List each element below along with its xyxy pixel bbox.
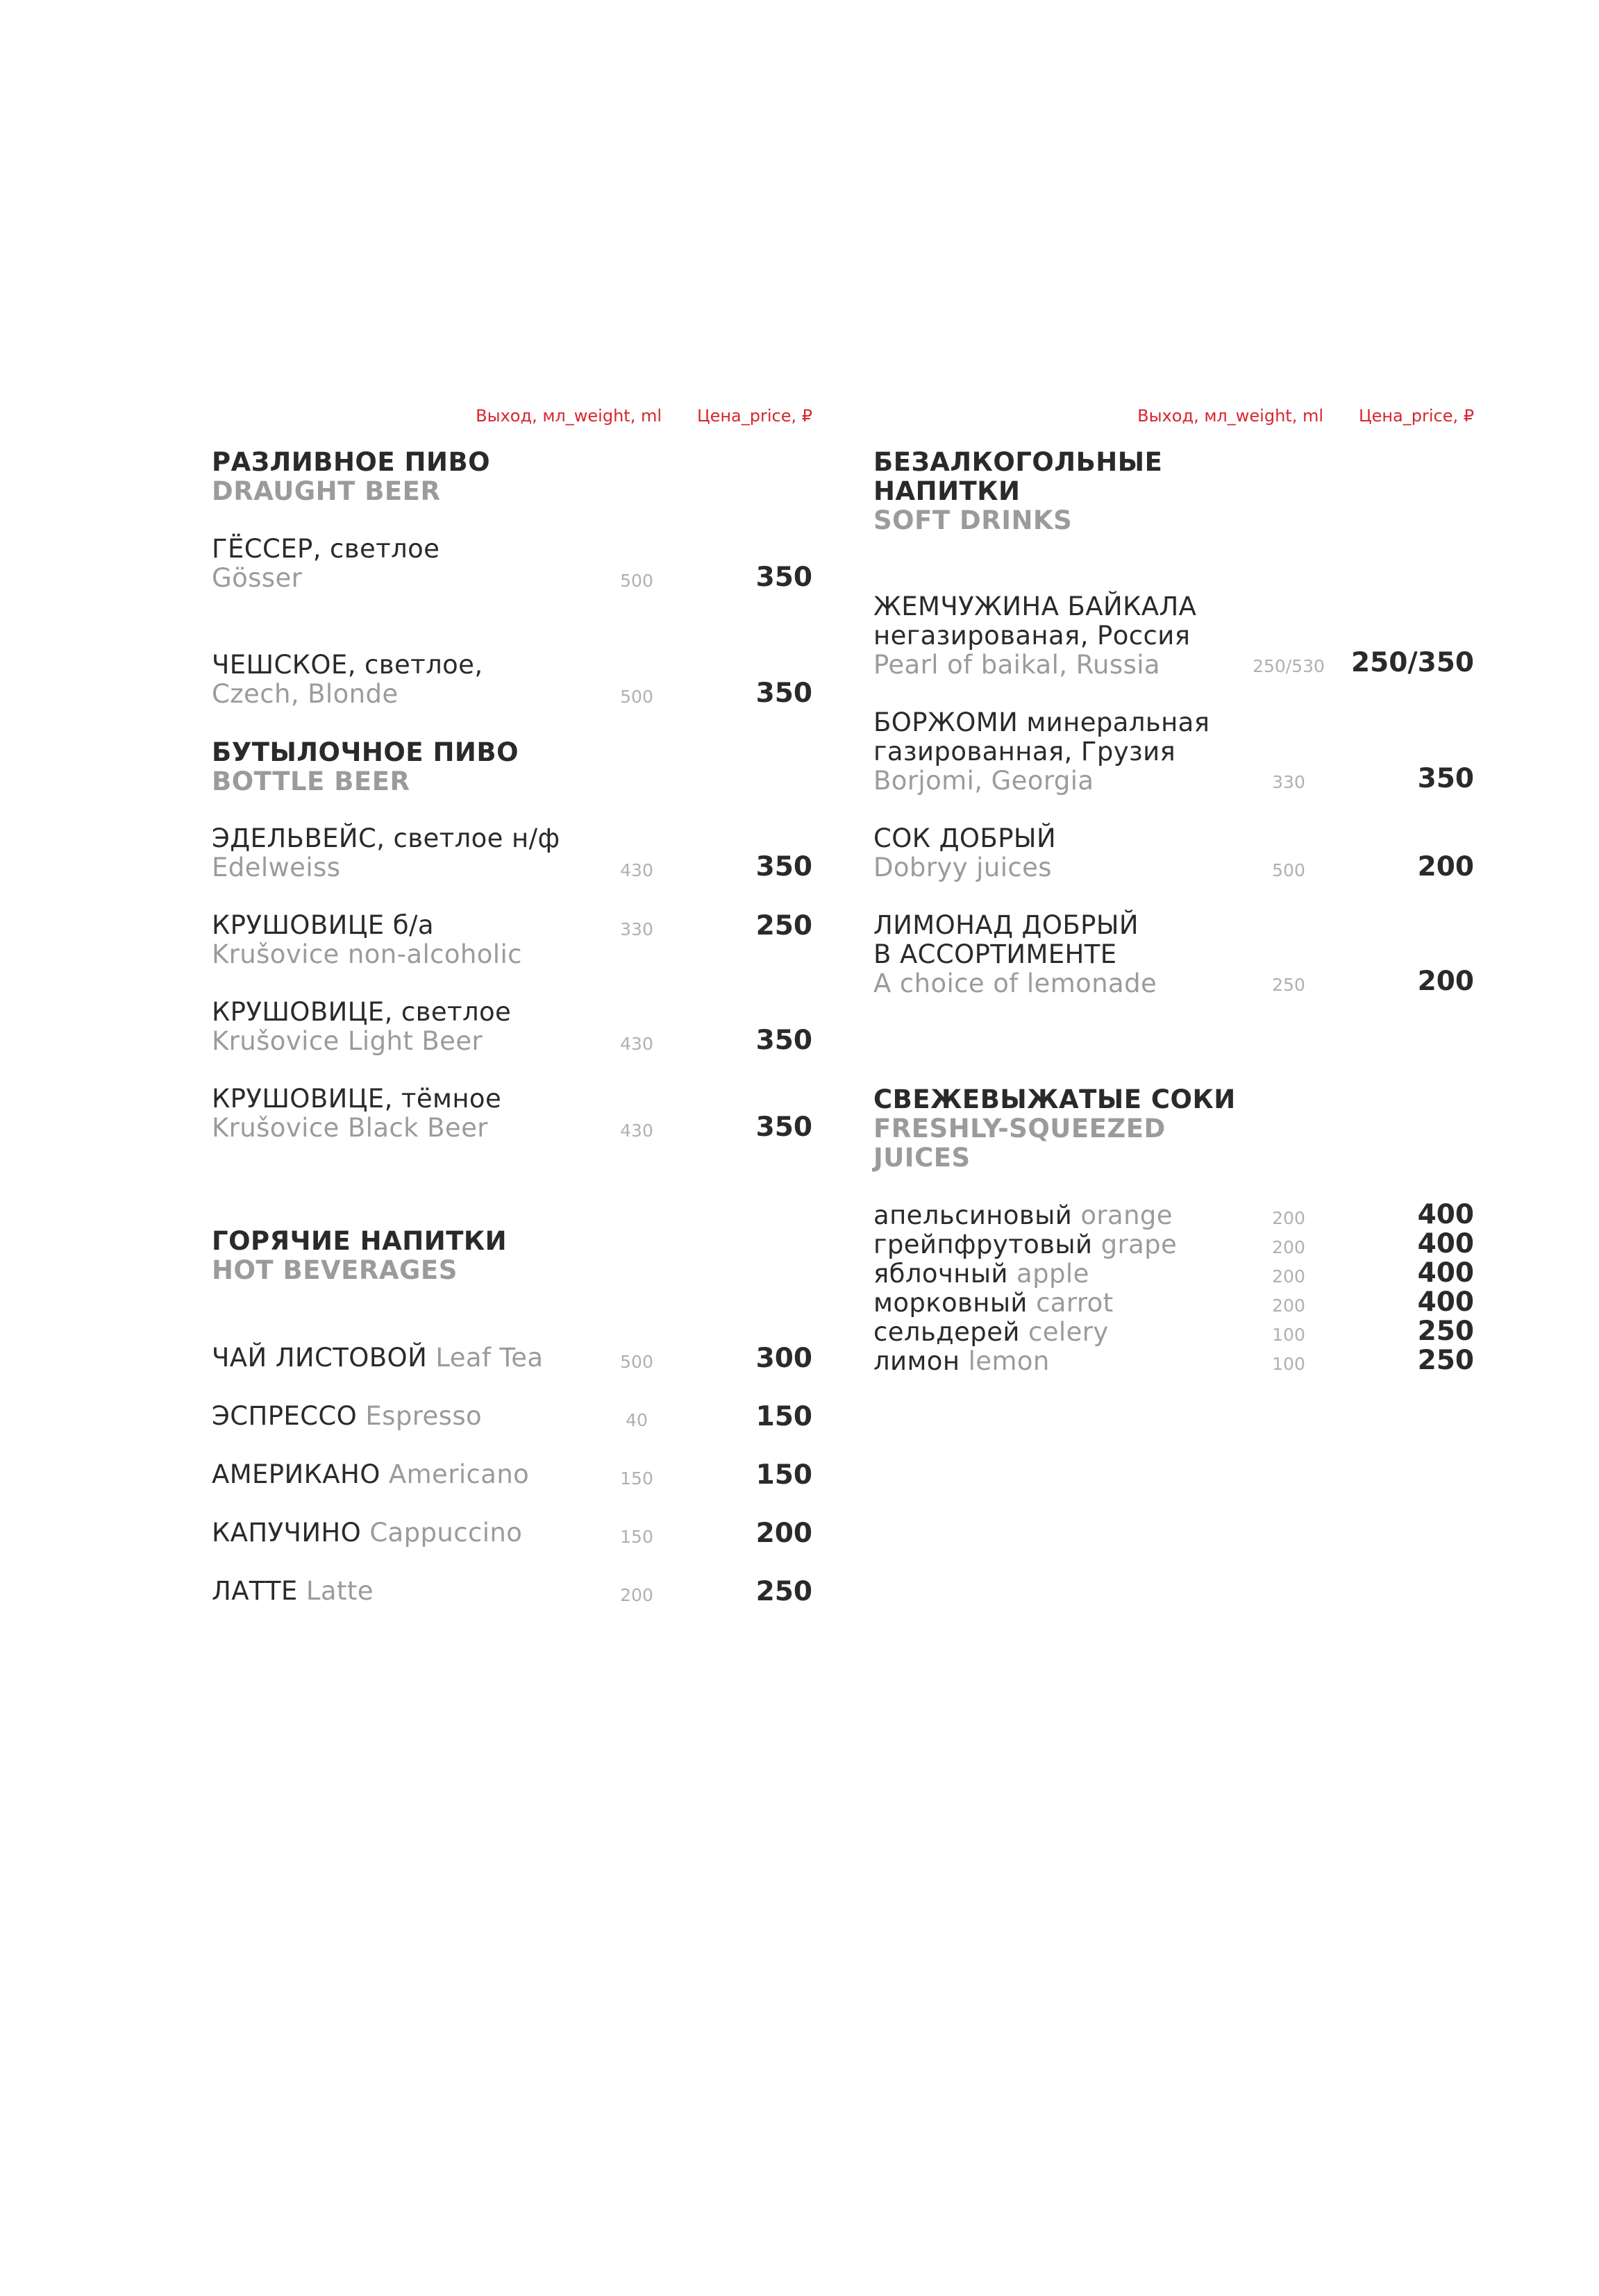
menu-item bbox=[212, 1084, 812, 1143]
item-price: 300 bbox=[755, 1343, 812, 1374]
item-name: ЛИМОНАД ДОБРЫЙ bbox=[873, 910, 1139, 940]
menu-item bbox=[212, 1577, 812, 1606]
item-volume: 150 bbox=[620, 1527, 653, 1547]
juice-name: морковный bbox=[873, 1288, 1028, 1318]
price-header: Цена_price, ₽ bbox=[1358, 406, 1474, 426]
menu-item bbox=[212, 1460, 812, 1489]
item-volume: 250 bbox=[1272, 975, 1305, 995]
column-header bbox=[212, 406, 812, 434]
item-price: 350 bbox=[755, 562, 812, 593]
item-price: 200 bbox=[1417, 851, 1474, 882]
item-price: 200 bbox=[755, 1518, 812, 1549]
item-name-en: Krušovice Black Beer bbox=[212, 1113, 488, 1143]
item-name: БОРЖОМИ минеральная bbox=[873, 707, 1210, 737]
item-volume: 250/530 bbox=[1253, 656, 1325, 676]
item-name: ЛАТТЕ bbox=[212, 1576, 298, 1606]
menu-item bbox=[212, 1402, 812, 1431]
weight-header: Выход, мл_weight, ml bbox=[476, 406, 662, 426]
item-name: ГЁССЕР, светлое bbox=[212, 534, 440, 564]
item-name-en: Latte bbox=[305, 1576, 374, 1606]
section-title: БЕЗАЛКОГОЛЬНЫЕ bbox=[873, 447, 1163, 477]
price-header: Цена_price, ₽ bbox=[696, 406, 812, 426]
item-name-en: Dobryy juices bbox=[873, 853, 1052, 882]
juice-price: 400 bbox=[1417, 1199, 1474, 1230]
item-name: ЖЕМЧУЖИНА БАЙКАЛА bbox=[873, 592, 1197, 621]
item-price: 200 bbox=[1417, 966, 1474, 997]
item-name-en: Edelweiss bbox=[212, 853, 341, 882]
item-name-en: Gösser bbox=[212, 563, 303, 593]
right-column bbox=[873, 0, 1474, 2296]
item-name-en: Borjomi, Georgia bbox=[873, 766, 1094, 796]
item-name-en: Cappuccino bbox=[369, 1518, 523, 1548]
item-name-en: Leaf Tea bbox=[435, 1343, 544, 1373]
juice-price: 400 bbox=[1417, 1257, 1474, 1289]
section-subtitle: FRESHLY-SQUEEZED bbox=[873, 1114, 1166, 1143]
section-title-line2: НАПИТКИ bbox=[873, 476, 1021, 506]
section-bottle-beer bbox=[212, 738, 812, 796]
left-column bbox=[212, 0, 812, 2296]
juice-price: 400 bbox=[1417, 1228, 1474, 1259]
juice-name-en: carrot bbox=[1036, 1288, 1114, 1318]
section-draught-beer bbox=[212, 448, 812, 506]
item-name: АМЕРИКАНО bbox=[212, 1459, 380, 1489]
menu-item bbox=[212, 998, 812, 1056]
item-price: 150 bbox=[755, 1401, 812, 1432]
item-volume: 500 bbox=[620, 687, 653, 707]
item-name: ЧЕШСКОЕ, светлое, bbox=[212, 650, 483, 680]
juice-name: апельсиновый bbox=[873, 1200, 1073, 1230]
item-volume: 500 bbox=[620, 1352, 653, 1372]
item-volume: 40 bbox=[626, 1410, 648, 1430]
menu-item bbox=[212, 651, 812, 709]
juice-volume: 100 bbox=[1272, 1354, 1305, 1374]
item-price: 350 bbox=[755, 851, 812, 882]
juice-name-en: celery bbox=[1028, 1317, 1109, 1347]
item-name-en: Pearl of baikal, Russia bbox=[873, 650, 1161, 680]
section-subtitle: SOFT DRINKS bbox=[873, 505, 1073, 535]
item-name-en: A choice of lemonade bbox=[873, 969, 1157, 998]
menu-item bbox=[212, 824, 812, 882]
juice-volume: 200 bbox=[1272, 1266, 1305, 1287]
item-name-en: Czech, Blonde bbox=[212, 679, 399, 709]
juice-row bbox=[873, 1289, 1474, 1318]
juice-row bbox=[873, 1259, 1474, 1289]
juice-name-en: grape bbox=[1100, 1230, 1178, 1259]
juice-row bbox=[873, 1347, 1474, 1376]
item-price: 150 bbox=[755, 1459, 812, 1491]
section-title: СВЕЖЕВЫЖАТЫЕ СОКИ bbox=[873, 1084, 1236, 1114]
section-subtitle: BOTTLE BEER bbox=[212, 766, 410, 796]
item-price: 350 bbox=[755, 678, 812, 709]
juice-volume: 200 bbox=[1272, 1237, 1305, 1257]
juice-row bbox=[873, 1201, 1474, 1230]
item-price: 250/350 bbox=[1350, 647, 1474, 678]
menu-item bbox=[873, 592, 1474, 680]
item-name-line2: газированная, Грузия bbox=[873, 737, 1176, 766]
item-name: КАПУЧИНО bbox=[212, 1518, 362, 1548]
menu-item bbox=[212, 911, 812, 969]
juice-price: 250 bbox=[1417, 1345, 1474, 1376]
item-volume: 500 bbox=[1272, 860, 1305, 880]
juice-name: сельдерей bbox=[873, 1317, 1020, 1347]
item-name: ЭСПРЕССО bbox=[212, 1401, 358, 1431]
column-header bbox=[873, 406, 1474, 434]
juice-name: грейпфрутовый bbox=[873, 1230, 1093, 1259]
section-subtitle: DRAUGHT BEER bbox=[212, 476, 441, 506]
menu-item bbox=[212, 1518, 812, 1548]
juice-row bbox=[873, 1230, 1474, 1259]
item-name: КРУШОВИЦЕ б/а bbox=[212, 910, 434, 940]
item-name: ЧАЙ ЛИСТОВОЙ bbox=[212, 1343, 428, 1373]
menu-item bbox=[873, 911, 1474, 998]
item-name-en: Krušovice Light Beer bbox=[212, 1026, 483, 1056]
juice-volume: 200 bbox=[1272, 1208, 1305, 1228]
item-price: 250 bbox=[755, 910, 812, 941]
item-name: КРУШОВИЦЕ, светлое bbox=[212, 997, 512, 1027]
juice-row bbox=[873, 1318, 1474, 1347]
section-subtitle: HOT BEVERAGES bbox=[212, 1255, 458, 1285]
item-price: 350 bbox=[755, 1112, 812, 1143]
menu-item bbox=[873, 824, 1474, 882]
juice-name-en: apple bbox=[1016, 1259, 1089, 1289]
item-name: КРУШОВИЦЕ, тёмное bbox=[212, 1084, 502, 1114]
item-name-en: Espresso bbox=[365, 1401, 483, 1431]
menu-item bbox=[873, 708, 1474, 796]
item-volume: 430 bbox=[620, 1034, 653, 1054]
juice-price: 250 bbox=[1417, 1316, 1474, 1347]
item-price: 350 bbox=[755, 1025, 812, 1056]
section-title: ГОРЯЧИЕ НАПИТКИ bbox=[212, 1226, 508, 1256]
section-fresh-juices bbox=[873, 1085, 1474, 1173]
item-price: 250 bbox=[755, 1576, 812, 1607]
item-name: СОК ДОБРЫЙ bbox=[873, 823, 1057, 853]
juice-name: лимон bbox=[873, 1346, 960, 1376]
item-volume: 430 bbox=[620, 860, 653, 880]
item-volume: 330 bbox=[1272, 772, 1305, 792]
item-price: 350 bbox=[1417, 763, 1474, 794]
juice-volume: 200 bbox=[1272, 1296, 1305, 1316]
item-volume: 150 bbox=[620, 1468, 653, 1489]
section-hot-beverages bbox=[212, 1227, 812, 1285]
juice-name: яблочный bbox=[873, 1259, 1008, 1289]
juice-name-en: orange bbox=[1080, 1200, 1173, 1230]
item-name-line2: В АССОРТИМЕНТЕ bbox=[873, 939, 1117, 969]
item-name-en: Krušovice non-alcoholic bbox=[212, 939, 522, 969]
menu-item bbox=[212, 535, 812, 593]
item-name: ЭДЕЛЬВЕЙС, светлое н/ф bbox=[212, 823, 560, 853]
menu-item bbox=[212, 1343, 812, 1373]
juice-name-en: lemon bbox=[968, 1346, 1050, 1376]
item-volume: 200 bbox=[620, 1585, 653, 1605]
item-name-en: Americano bbox=[388, 1459, 530, 1489]
section-title: РАЗЛИВНОЕ ПИВО bbox=[212, 447, 491, 477]
item-name-line2: негазированая, Россия bbox=[873, 621, 1191, 651]
item-volume: 430 bbox=[620, 1121, 653, 1141]
juice-volume: 100 bbox=[1272, 1325, 1305, 1345]
item-volume: 330 bbox=[620, 919, 653, 939]
item-volume: 500 bbox=[620, 571, 653, 591]
juice-price: 400 bbox=[1417, 1287, 1474, 1318]
section-subtitle-line2: JUICES bbox=[873, 1143, 971, 1173]
section-soft-drinks bbox=[873, 448, 1474, 535]
weight-header: Выход, мл_weight, ml bbox=[1137, 406, 1323, 426]
section-title: БУТЫЛОЧНОЕ ПИВО bbox=[212, 737, 519, 767]
